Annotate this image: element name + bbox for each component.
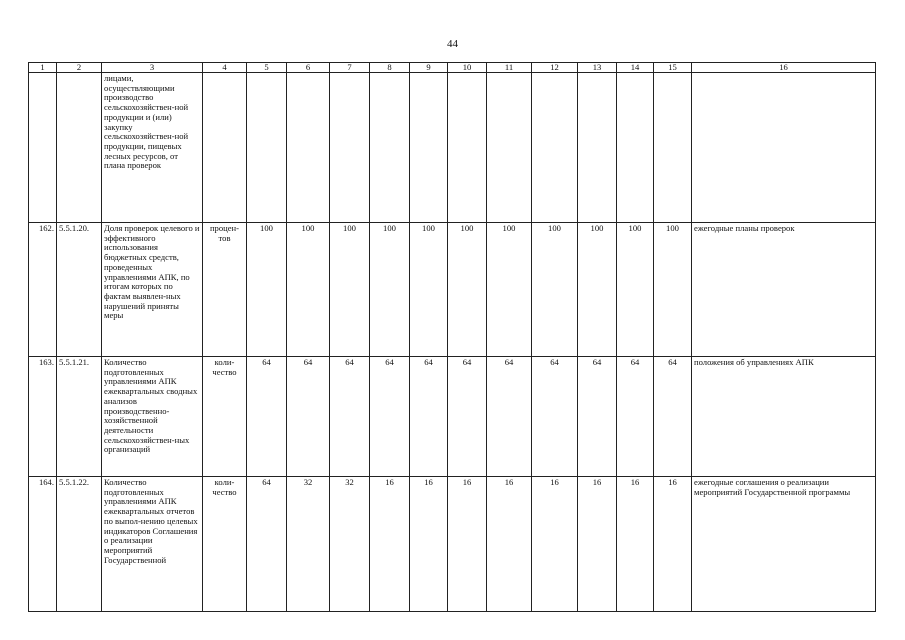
row-value (287, 73, 330, 223)
col-header: 15 (654, 63, 692, 73)
row-value: 64 (410, 357, 448, 477)
table-row (29, 223, 876, 357)
row-value: 100 (532, 223, 578, 357)
row-value (247, 73, 287, 223)
header-row (29, 63, 876, 73)
row-description: Количество подготовленных управлениями АПК ежеквартальных сводных анализов производственно-хозяйственной деятельности сельскохозяйствен-ных организаций (102, 357, 203, 477)
row-description: Количество подготовленных управлениями АПК ежеквартальных отчетов по выпол-нению целевых индикаторов Соглашения о реализации мероприятий Государственной (102, 477, 203, 612)
row-value: 16 (410, 477, 448, 612)
col-header: 14 (617, 63, 654, 73)
row-value: 64 (617, 357, 654, 477)
col-header: 8 (370, 63, 410, 73)
row-value: 64 (448, 357, 487, 477)
row-value: 16 (617, 477, 654, 612)
row-value: 64 (532, 357, 578, 477)
row-value: 16 (578, 477, 617, 612)
row-value: 32 (330, 477, 370, 612)
row-number: 164. (29, 477, 57, 612)
row-number: 162. (29, 223, 57, 357)
row-value: 64 (247, 477, 287, 612)
row-value: 32 (287, 477, 330, 612)
row-source: ежегодные планы проверок (692, 223, 876, 357)
row-value: 64 (654, 357, 692, 477)
row-source: ежегодные соглашения о реализации мероприятий Государственной программы (692, 477, 876, 612)
row-value: 100 (654, 223, 692, 357)
col-header: 1 (29, 63, 57, 73)
indicators-table (28, 62, 876, 612)
row-number: 163. (29, 357, 57, 477)
col-header: 10 (448, 63, 487, 73)
row-value: 64 (487, 357, 532, 477)
col-header: 13 (578, 63, 617, 73)
row-value (617, 73, 654, 223)
col-header: 2 (57, 63, 102, 73)
row-value: 100 (578, 223, 617, 357)
row-value (654, 73, 692, 223)
row-value: 64 (330, 357, 370, 477)
table-row (29, 73, 876, 223)
row-value: 64 (287, 357, 330, 477)
row-description: лицами, осуществляющими производство сельскохозяйствен-ной продукции и (или) закупку сельскохозяйствен-ной продукции, пищевых лесных ресурсов, от плана проверок (102, 73, 203, 223)
table-row (29, 477, 876, 612)
row-code (57, 73, 102, 223)
row-value: 100 (448, 223, 487, 357)
table-row (29, 357, 876, 477)
row-unit (203, 73, 247, 223)
row-value: 100 (287, 223, 330, 357)
row-value: 100 (410, 223, 448, 357)
page-number: 44 (447, 38, 458, 50)
row-value: 64 (247, 357, 287, 477)
row-code: 5.5.1.20. (57, 223, 102, 357)
col-header: 3 (102, 63, 203, 73)
col-header: 16 (692, 63, 876, 73)
col-header: 5 (247, 63, 287, 73)
row-value: 100 (330, 223, 370, 357)
row-value (370, 73, 410, 223)
row-value: 100 (617, 223, 654, 357)
row-description: Доля проверок целевого и эффективного использования бюджетных средств, проведенных управлениями АПК, по итогам которых по фактам выявлен-ных нарушений приняты меры (102, 223, 203, 357)
row-value: 64 (578, 357, 617, 477)
row-value (410, 73, 448, 223)
row-value: 16 (487, 477, 532, 612)
row-value: 16 (654, 477, 692, 612)
row-source: положения об управлениях АПК (692, 357, 876, 477)
row-number (29, 73, 57, 223)
col-header: 11 (487, 63, 532, 73)
row-value: 100 (247, 223, 287, 357)
col-header: 7 (330, 63, 370, 73)
row-value: 16 (370, 477, 410, 612)
row-source (692, 73, 876, 223)
col-header: 12 (532, 63, 578, 73)
row-value: 100 (370, 223, 410, 357)
row-value (448, 73, 487, 223)
row-value (330, 73, 370, 223)
row-value: 100 (487, 223, 532, 357)
col-header: 9 (410, 63, 448, 73)
row-unit: коли-чество (203, 477, 247, 612)
row-unit: процен-тов (203, 223, 247, 357)
row-value (578, 73, 617, 223)
col-header: 4 (203, 63, 247, 73)
row-code: 5.5.1.22. (57, 477, 102, 612)
row-value: 64 (370, 357, 410, 477)
row-code: 5.5.1.21. (57, 357, 102, 477)
row-unit: коли-чество (203, 357, 247, 477)
row-value: 16 (532, 477, 578, 612)
row-value (487, 73, 532, 223)
row-value (532, 73, 578, 223)
row-value: 16 (448, 477, 487, 612)
col-header: 6 (287, 63, 330, 73)
